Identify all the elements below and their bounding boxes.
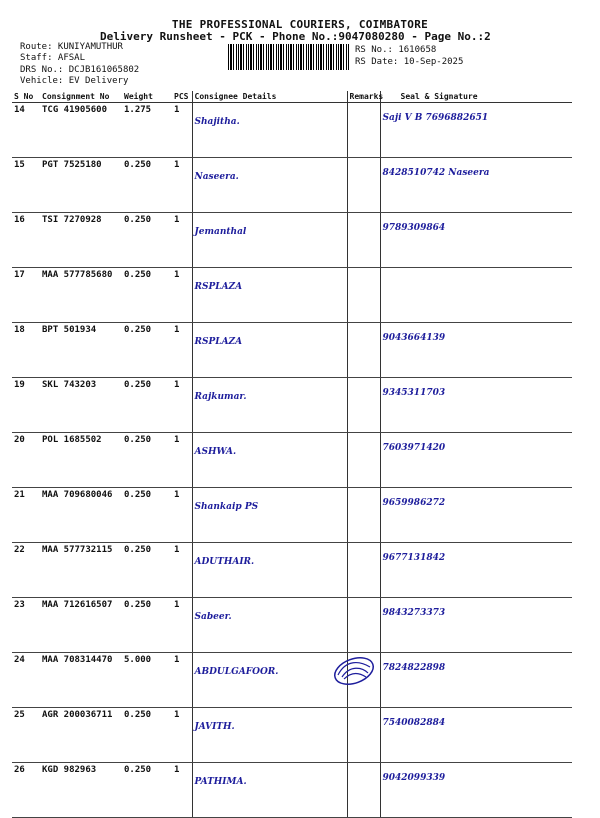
cell-remarks (347, 213, 380, 268)
cell-sno: 20 (12, 433, 40, 488)
cell-remarks (347, 103, 380, 158)
cell-signature: 9345311703 (380, 378, 572, 433)
cell-pcs: 1 (172, 268, 192, 323)
cell-weight: 0.250 (122, 268, 172, 323)
cell-sno: 15 (12, 158, 40, 213)
cell-consignment: POL 1685502 (40, 433, 122, 488)
table-row (12, 488, 572, 543)
runsheet-subtitle: Delivery Runsheet - PCK - Phone No.:9047080280 - Page No.:2 (100, 30, 491, 43)
col-header-consignment: Consignment No (40, 91, 122, 103)
cell-pcs: 1 (172, 378, 192, 433)
cell-sno: 25 (12, 708, 40, 763)
runsheet-table (12, 91, 572, 818)
cell-sno: 19 (12, 378, 40, 433)
cell-consignee: ABDULGAFOOR. (192, 653, 347, 708)
table-row (12, 433, 572, 488)
cell-signature: 9677131842 (380, 543, 572, 598)
cell-weight: 0.250 (122, 158, 172, 213)
cell-weight: 0.250 (122, 598, 172, 653)
cell-pcs: 1 (172, 433, 192, 488)
cell-signature (380, 268, 572, 323)
barcode-icon (228, 44, 350, 70)
stamp-scribble-icon (330, 655, 378, 691)
cell-sno: 16 (12, 213, 40, 268)
table-row (12, 708, 572, 763)
cell-pcs: 1 (172, 708, 192, 763)
cell-consignment: PGT 7525180 (40, 158, 122, 213)
cell-weight: 0.250 (122, 378, 172, 433)
table-row (12, 653, 572, 708)
cell-pcs: 1 (172, 653, 192, 708)
cell-weight: 0.250 (122, 488, 172, 543)
cell-pcs: 1 (172, 598, 192, 653)
col-header-remarks: Remarks (347, 91, 380, 103)
rs-date: RS Date: 10-Sep-2025 (355, 57, 464, 67)
cell-remarks (347, 323, 380, 378)
cell-consignment: MAA 577732115 (40, 543, 122, 598)
cell-pcs: 1 (172, 213, 192, 268)
cell-consignment: MAA 577785680 (40, 268, 122, 323)
table-row (12, 158, 572, 213)
cell-consignee: ASHWA. (192, 433, 347, 488)
cell-remarks (347, 708, 380, 763)
cell-pcs: 1 (172, 103, 192, 158)
cell-consignee: Sabeer. (192, 598, 347, 653)
cell-signature: 9789309864 (380, 213, 572, 268)
cell-weight: 0.250 (122, 213, 172, 268)
cell-consignee: RSPLAZA (192, 323, 347, 378)
table-row (12, 763, 572, 818)
cell-signature: Saji V B 7696882651 (380, 103, 572, 158)
cell-consignee: PATHIMA. (192, 763, 347, 818)
col-header-weight: Weight (122, 91, 172, 103)
cell-remarks (347, 763, 380, 818)
cell-consignment: KGD 982963 (40, 763, 122, 818)
cell-consignment: TCG 41905600 (40, 103, 122, 158)
table-header-row (12, 91, 572, 103)
col-header-seal: Seal & Signature (380, 91, 572, 103)
cell-weight: 1.275 (122, 103, 172, 158)
cell-sno: 21 (12, 488, 40, 543)
cell-pcs: 1 (172, 763, 192, 818)
table-row (12, 543, 572, 598)
cell-weight: 0.250 (122, 323, 172, 378)
cell-pcs: 1 (172, 488, 192, 543)
cell-signature: 7603971420 (380, 433, 572, 488)
cell-sno: 18 (12, 323, 40, 378)
table-row (12, 378, 572, 433)
table-row (12, 213, 572, 268)
cell-weight: 0.250 (122, 763, 172, 818)
cell-consignee: Naseera. (192, 158, 347, 213)
staff-label: Staff: AFSAL (20, 53, 86, 63)
cell-signature: 8428510742 Naseera (380, 158, 572, 213)
cell-remarks (347, 433, 380, 488)
cell-sno: 22 (12, 543, 40, 598)
cell-sno: 14 (12, 103, 40, 158)
cell-signature: 9043664139 (380, 323, 572, 378)
col-header-sno: S No (12, 91, 40, 103)
col-header-pcs: PCS (172, 91, 192, 103)
cell-consignment: MAA 709680046 (40, 488, 122, 543)
table-row (12, 598, 572, 653)
cell-consignee: RSPLAZA (192, 268, 347, 323)
cell-sno: 17 (12, 268, 40, 323)
cell-sno: 23 (12, 598, 40, 653)
route-label: Route: KUNIYAMUTHUR (20, 42, 123, 52)
cell-consignment: MAA 708314470 (40, 653, 122, 708)
cell-remarks (347, 488, 380, 543)
cell-pcs: 1 (172, 158, 192, 213)
cell-consignment: SKL 743203 (40, 378, 122, 433)
vehicle-label: Vehicle: EV Delivery (20, 76, 129, 86)
cell-consignee: ADUTHAIR. (192, 543, 347, 598)
cell-weight: 0.250 (122, 433, 172, 488)
cell-remarks (347, 158, 380, 213)
cell-consignment: MAA 712616507 (40, 598, 122, 653)
cell-weight: 0.250 (122, 543, 172, 598)
table-row (12, 268, 572, 323)
cell-consignee: JAVITH. (192, 708, 347, 763)
cell-consignee: Rajkumar. (192, 378, 347, 433)
cell-pcs: 1 (172, 323, 192, 378)
cell-sno: 24 (12, 653, 40, 708)
cell-consignee: Shankaip PS (192, 488, 347, 543)
cell-remarks (347, 378, 380, 433)
cell-signature: 7540082884 (380, 708, 572, 763)
cell-remarks (347, 268, 380, 323)
cell-sno: 26 (12, 763, 40, 818)
company-title: THE PROFESSIONAL COURIERS, COIMBATORE (171, 18, 429, 31)
cell-weight: 5.000 (122, 653, 172, 708)
cell-remarks (347, 598, 380, 653)
cell-consignment: BPT 501934 (40, 323, 122, 378)
cell-signature: 7824822898 (380, 653, 572, 708)
cell-pcs: 1 (172, 543, 192, 598)
col-header-consignee: Consignee Details (192, 91, 347, 103)
cell-consignment: AGR 200036711 (40, 708, 122, 763)
cell-consignee: Jemanthal (192, 213, 347, 268)
cell-signature: 9042099339 (380, 763, 572, 818)
table-row (12, 103, 572, 158)
cell-signature: 9843273373 (380, 598, 572, 653)
rs-number: RS No.: 1610658 (355, 45, 437, 55)
cell-remarks (347, 543, 380, 598)
cell-weight: 0.250 (122, 708, 172, 763)
cell-consignment: TSI 7270928 (40, 213, 122, 268)
cell-consignee: Shajitha. (192, 103, 347, 158)
cell-signature: 9659986272 (380, 488, 572, 543)
table-row (12, 323, 572, 378)
drs-label: DRS No.: DCJB161065802 (20, 65, 140, 75)
